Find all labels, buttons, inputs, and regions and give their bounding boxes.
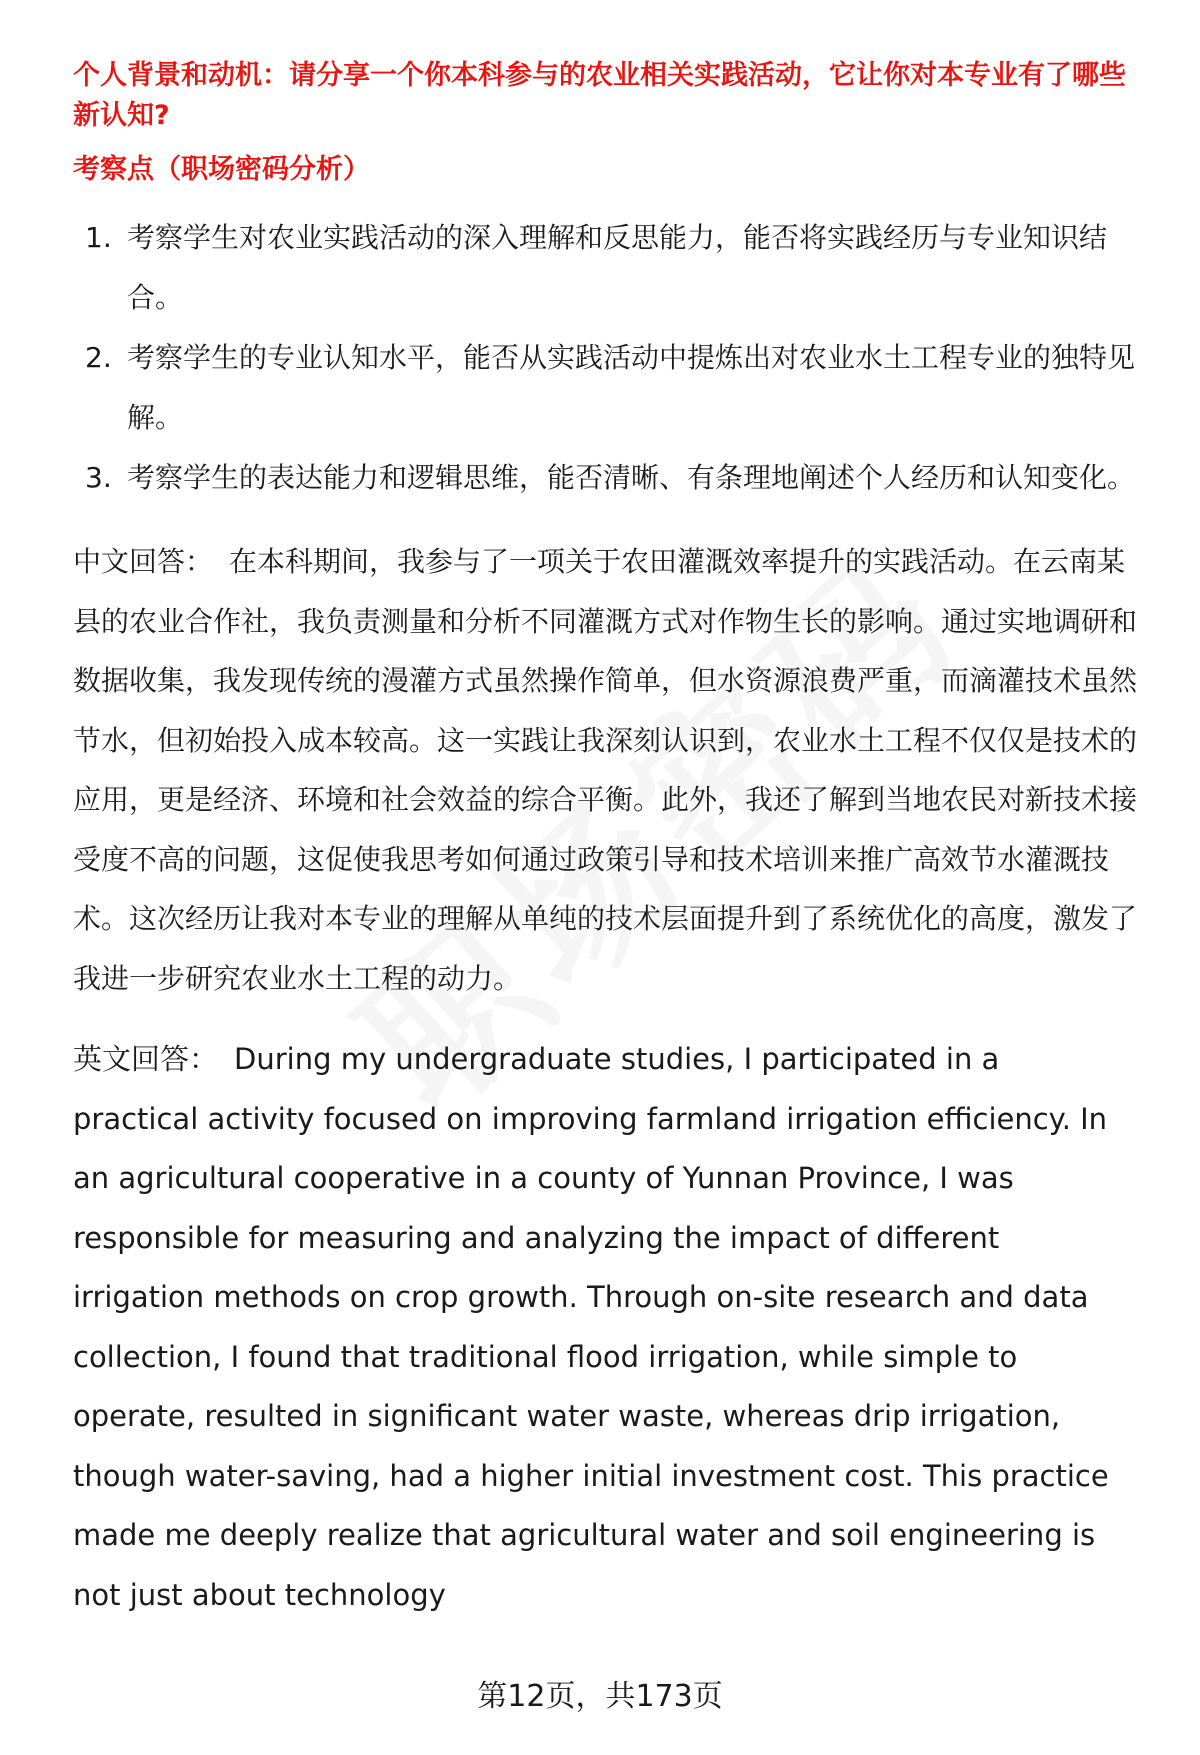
page-number-footer: 第12页，共173页 [477, 1679, 723, 1714]
list-item-text: 考察学生的表达能力和逻辑思维，能否清晰、有条理地阐述个人经历和认知变化。 [127, 461, 1136, 494]
assessment-points-list [73, 208, 1153, 508]
english-answer-text: During my undergraduate studies, I participated in a practical activity focused on improving farmland irrigation efficiency. In an agricultural cooperative in a county of Yunnan Province, I was responsible for measuring and analyzing the impact of different irrigation methods on crop growth. Through on-site research and data collection, I found that traditional flood irrigation, while simple to operate, resulted in significant water waste, whereas drip irrigation, though water-saving, had a higher initial investment cost. This practice made me deeply realize that agricultural water and soil engineering is not just about technology [73, 1042, 1109, 1612]
list-item [73, 448, 1137, 508]
list-item-text: 考察学生的专业认知水平，能否从实践活动中提炼出对农业水土工程专业的独特见解。 [127, 341, 1136, 434]
question-heading: 个人背景和动机：请分享一个你本科参与的农业相关实践活动，它让你对本专业有了哪些新认知? [73, 60, 1126, 131]
list-item [73, 328, 1137, 448]
list-item-number: 2. [85, 341, 112, 374]
list-item-text: 考察学生对农业实践活动的深入理解和反思能力，能否将实践经历与专业知识结合。 [127, 221, 1108, 314]
list-item [73, 208, 1137, 328]
document-page [73, 56, 1153, 1625]
chinese-answer [73, 532, 1153, 1008]
chinese-answer-label: 中文回答： [73, 545, 214, 578]
list-item-number: 1. [85, 221, 112, 254]
section-heading: 考察点（职场密码分析） [73, 154, 370, 185]
english-answer-label: 英文回答： [73, 1042, 219, 1076]
chinese-answer-text: 在本科期间，我参与了一项关于农田灌溉效率提升的实践活动。在云南某县的农业合作社，我负责测量和分析不同灌溉方式对作物生长的影响。通过实地调研和数据收集，我发现传统的漫灌方式虽然操作简单，但水资源浪费严重，而滴灌技术虽然节水，但初始投入成本较高。这一实践让我深刻认识到，农业水土工程不仅仅是技术的应用，更是经济、环境和社会效益的综合平衡。此外，我还了解到当地农民对新技术接受度不高的问题，这促使我思考如何通过政策引导和技术培训来推广高效节水灌溉技术。这次经历让我对本专业的理解从单纯的技术层面提升到了系统优化的高度，激发了我进一步研究农业水土工程的动力。 [73, 545, 1138, 995]
english-answer [73, 1030, 1133, 1625]
list-item-number: 3. [85, 461, 112, 494]
